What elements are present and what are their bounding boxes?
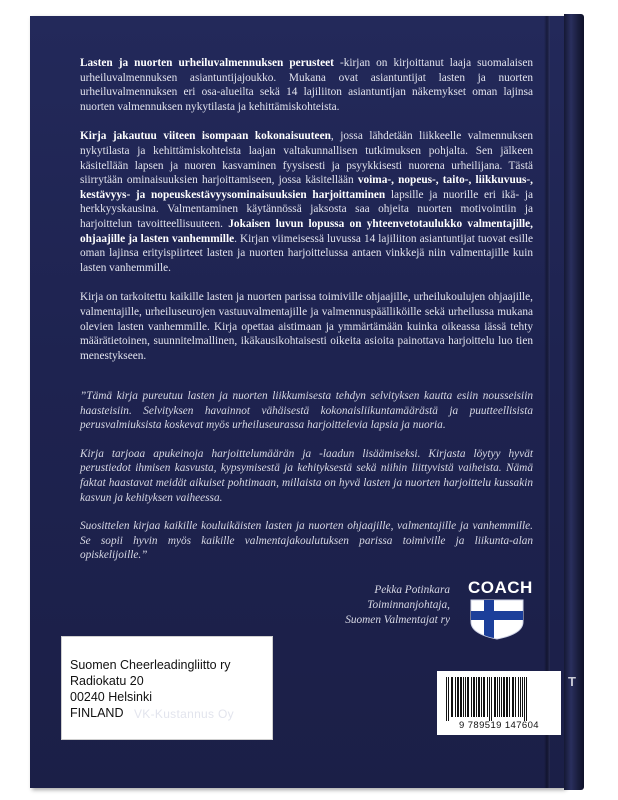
barcode-bar — [467, 677, 469, 717]
barcode-bar — [520, 677, 521, 717]
quote-signature — [230, 583, 450, 628]
signature-organization: Suomen Valmentajat ry — [345, 614, 450, 626]
barcode-bar — [524, 677, 525, 721]
paragraph-2-bold-middle: voima-, nopeus-, taito-, liikkuvuus-, kestävyys- ja nopeuskestävyysominaisuuksien harjoittaminen — [80, 174, 533, 201]
address-line-2: Radiokatu 20 — [70, 674, 144, 688]
barcode-bar — [515, 677, 516, 717]
isbn-number: 9 789519 147604 — [459, 720, 539, 731]
barcode-bar — [522, 677, 523, 717]
barcode-bar — [448, 677, 449, 721]
endorsement-quote — [80, 389, 533, 577]
paragraph-1-text: -kirjan on kirjoittanut laaja suomalaisen urheiluvalmennuksen asiantuntijajoukko. Mukana ovat asiantuntijat lasten ja nuorten urheiluvalmennuksen eri osa-alueilta sekä 14 lajiliiton asiantuntijan näkemykset oman lajinsa nuorten valmennuksen nykytilasta ja kehittämiskohteista. — [80, 57, 533, 113]
book-title-lead: Lasten ja nuorten urheiluvalmennuksen perusteet — [80, 57, 334, 69]
barcode-bar — [494, 677, 496, 717]
barcode-bar — [476, 677, 477, 717]
barcode-bar — [497, 677, 498, 717]
barcode-bar — [463, 677, 464, 717]
description-text — [80, 56, 533, 378]
signature-name: Pekka Potinkara — [374, 584, 450, 596]
barcode-bars — [444, 677, 554, 721]
barcode-bar — [471, 677, 472, 717]
barcode-bar — [503, 677, 505, 717]
barcode-bar — [465, 677, 466, 717]
address-line-3: 00240 Helsinki — [70, 690, 152, 704]
barcode-bar — [506, 677, 508, 717]
barcode-bar — [457, 677, 459, 717]
barcode-bar — [512, 677, 514, 717]
barcode-bar — [483, 677, 485, 717]
quote-paragraph-3: Suosittelen kirjaa kaikille kouluikäisten lasten ja nuorten ohjaajille, valmentajille ja vanhemmille. Se sopii hyvin myös kaikille valmentajakoulutuksen parissa toimiville ja liikunta-alan opiskelijoille.” — [80, 520, 533, 562]
barcode-bar — [499, 677, 500, 717]
barcode-bar — [446, 677, 447, 721]
publisher-watermark: VK-Kustannus Oy — [134, 707, 234, 721]
barcode-bar — [473, 677, 475, 717]
barcode-bar — [455, 677, 456, 717]
barcode-bar — [491, 677, 492, 721]
barcode-bar — [489, 677, 490, 721]
barcode-bar — [509, 677, 510, 717]
paragraph-2-part-2: lapsille ja nuorille eri ikä- ja herkkyyskausina. Valmentaminen käytännössä jaksosta saa ohjeita nuorten motivointiin ja harjoittelun tavoitteellisuuteen. — [80, 188, 533, 230]
paragraph-2-bold-end: Jokaisen luvun lopussa on yhteenvetotaulukko valmentajille, ohjaajille ja lasten vanhemmille — [80, 217, 533, 245]
description-paragraph-2 — [80, 129, 533, 275]
coach-logo-text: COACH — [468, 578, 533, 597]
barcode-bar — [460, 677, 462, 717]
quote-paragraph-1: ”Tämä kirja pureutuu lasten ja nuorten liikkumisesta tehdyn selvityksen kautta esiin nousseisiin haasteisiin. Selvityksen havainnot vähäisestä kokonaisliikuntamäärästä ja puutteellisista perusvalmiuksista koskevat myös urheiluseurassa harjoittelevia lapsia ja nuoria. — [80, 390, 533, 432]
signature-title: Toiminnanjohtaja, — [367, 599, 450, 611]
paragraph-2-part-1: , jossa lähdetään liikkeelle valmennuksen nykytilasta ja kehittämiskohteista laajan valtakunnallisen tutkimuksen pohjalta. Sen jälkeen käsitellään lapsen ja nuoren kasvaminen fyysisesti ja psyykkisesti nuorena urheilijana. Tästä siirrytään ominaisuuksien harjoittamiseen, jossa käsitellään — [80, 130, 533, 187]
address-label — [61, 636, 273, 740]
address-line-1: Suomen Cheerleadingliitto ry — [70, 658, 231, 672]
barcode-bar — [501, 677, 502, 717]
finnish-flag-shield-icon — [468, 598, 526, 640]
barcode-bar — [451, 677, 453, 717]
coach-logo — [468, 578, 533, 640]
barcode-bar — [478, 677, 480, 717]
address-line-4: FINLAND — [70, 706, 124, 720]
barcode-bar — [518, 677, 519, 717]
quote-paragraph-2: Kirja tarjoaa apukeinoja harjoittelumäärän ja -laadun lisäämiseksi. Kirjasta löytyy hyvät perustiedot ihmisen kasvusta, kypsymisestä ja kehityksestä sekä niihin liittyvistä vaiheista. Nämä faktat haastavat meidät aikuiset pohtimaan, millaista on hyvä lasten ja nuorten harjoittelu kussakin kasvun ja kehityksen vaiheessa. — [80, 447, 533, 504]
paragraph-2-lead: Kirja jakautuu viiteen isompaan kokonaisuuteen — [80, 130, 331, 143]
description-paragraph-3: Kirja on tarkoitettu kaikille lasten ja nuorten parissa toimiville ohjaajille, urheilukoulujen ohjaajille, valmentajille, urheiluseurojen vastuuvalmentajille ja valmennuspäälliköille sekä urheilussa mukana olevien lasten vanhemmille. Kirja opettaa aistimaan ja ymmärtämään kuinka oikeassa iässä tehty määrätietoinen, suunnitelmallinen, ikäkausikohtaisesti oikeita asioita painottava harjoittelu luo tien menestykseen. — [80, 291, 533, 362]
description-paragraph-1 — [80, 56, 533, 114]
spine-mark: T — [568, 674, 576, 689]
barcode-bar — [526, 677, 527, 721]
paragraph-2-part-3: . Kirjan viimeisessä luvussa 14 lajiliiton asiantuntijat tuovat esille oman lajinsa erityispiirteet lasten ja nuorten harjoittelussa antaen vinkkejä niin valmentajille kuin lasten vanhemmille. — [80, 232, 534, 274]
barcode-bar — [481, 677, 482, 717]
barcode-bar — [487, 677, 488, 717]
isbn-barcode — [437, 671, 561, 735]
